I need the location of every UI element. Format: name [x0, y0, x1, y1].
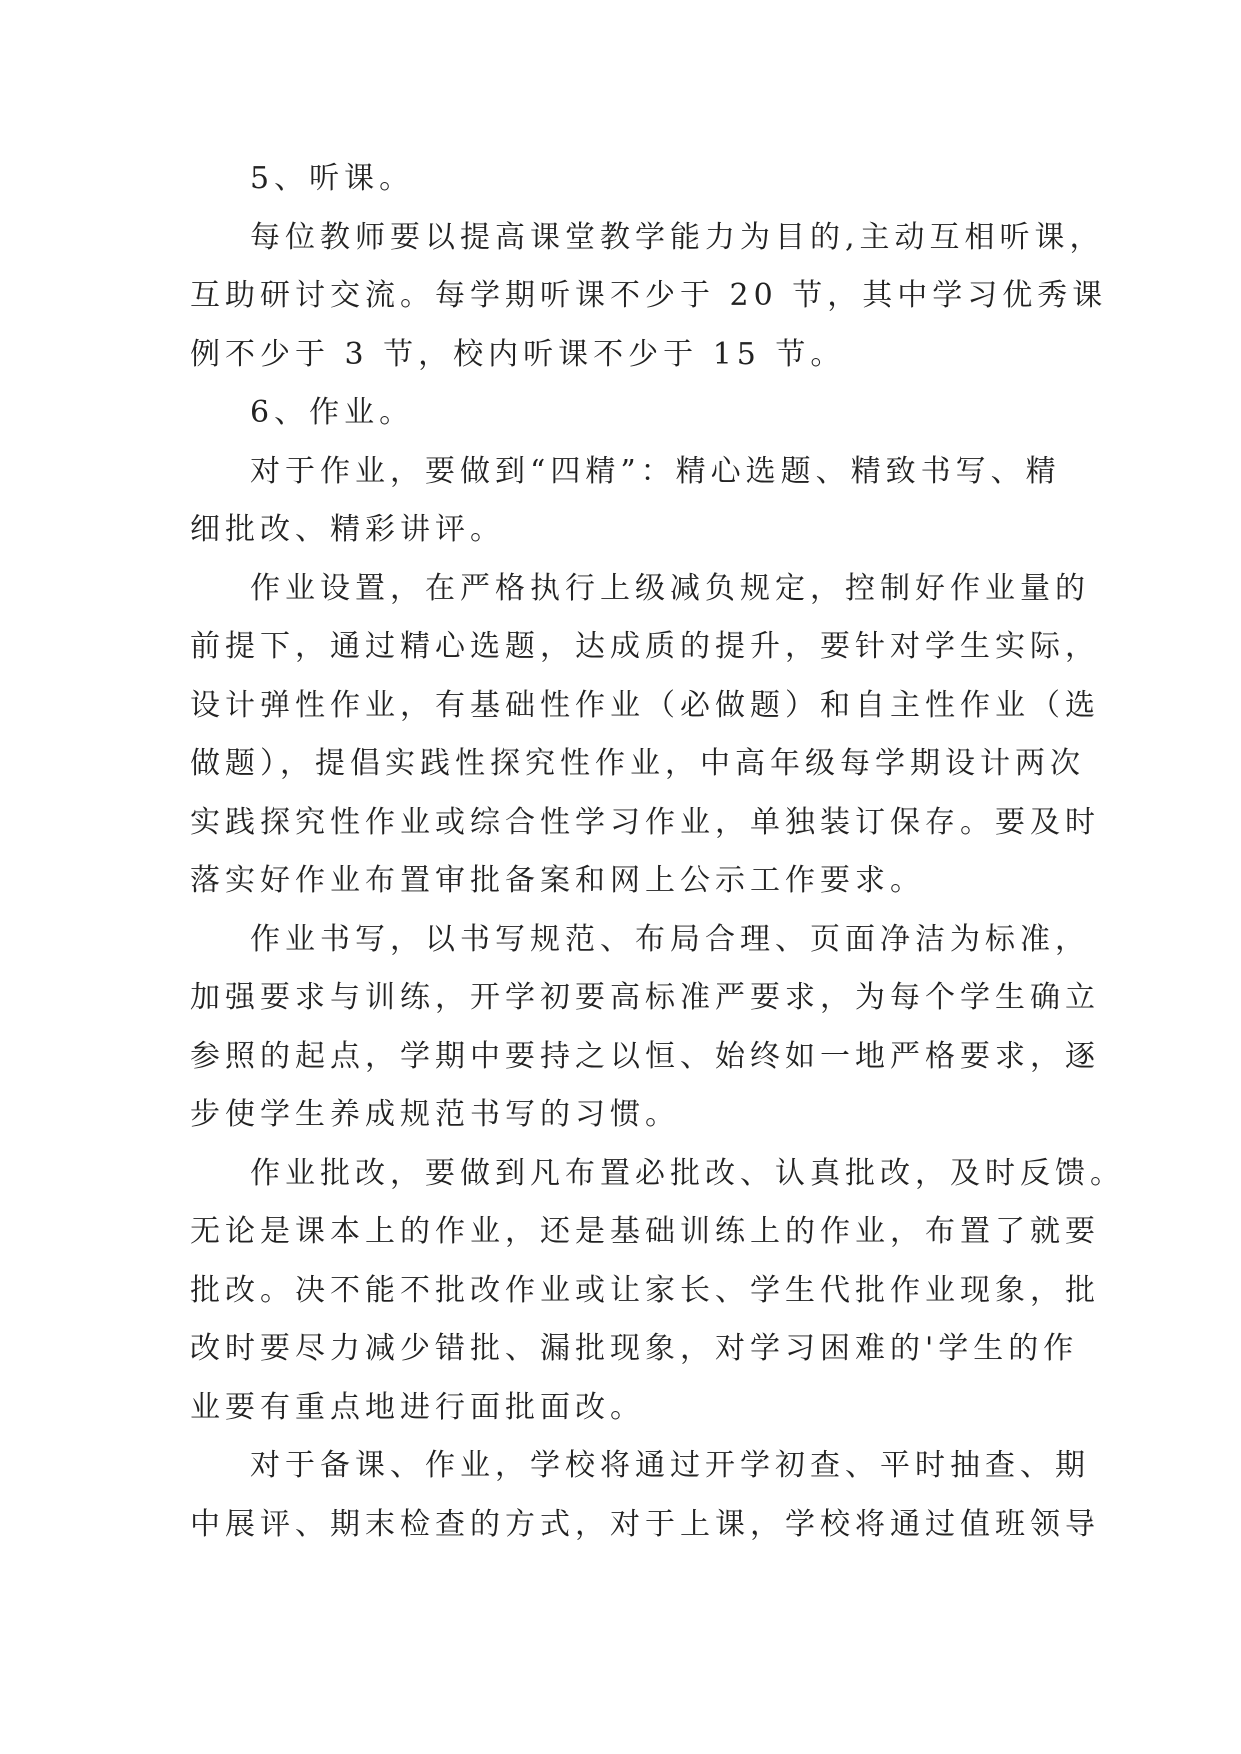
paragraph-line: 实践探究性作业或综合性学习作业，单独装订保存。要及时	[190, 804, 1100, 840]
heading-homework: 6、作业。	[250, 395, 415, 430]
heading-listening: 5、听课。	[250, 161, 415, 196]
paragraph-line: 无论是课本上的作业，还是基础训练上的作业，布置了就要	[190, 1214, 1100, 1249]
paragraph-line: 例不少于 3 节，校内听课不少于 15 节。	[190, 336, 846, 372]
paragraph-line: 作业设置，在严格执行上级减负规定，控制好作业量的	[250, 570, 1090, 606]
paragraph-line: 加强要求与训练，开学初要高标准严要求，为每个学生确立	[190, 980, 1100, 1015]
paragraph-line: 参照的起点，学期中要持之以恒、始终如一地严格要求，逐	[190, 1038, 1100, 1074]
document-body	[190, 150, 1125, 1554]
paragraph-line: 作业批改，要做到凡布置必批改、认真批改，及时反馈。	[250, 1155, 1125, 1191]
paragraph-line: 步使学生养成规范书写的习惯。	[190, 1097, 680, 1132]
paragraph-line: 中展评、期末检查的方式，对于上课，学校将通过值班领导	[190, 1506, 1100, 1542]
paragraph-line: 细批改、精彩讲评。	[190, 512, 505, 547]
paragraph-line: 落实好作业布置审批备案和网上公示工作要求。	[190, 863, 925, 898]
paragraph-line: 做题），提倡实践性探究性作业，中高年级每学期设计两次	[190, 746, 1085, 781]
paragraph-line: 设计弹性作业，有基础性作业（必做题）和自主性作业（选	[190, 687, 1100, 723]
paragraph-line: 改时要尽力减少错批、漏批现象，对学习困难的'学生的作	[190, 1331, 1079, 1366]
paragraph-line: 每位教师要以提高课堂教学能力为目的,主动互相听课，	[250, 219, 1105, 255]
paragraph-line: 批改。决不能不批改作业或让家长、学生代批作业现象，批	[190, 1272, 1100, 1308]
paragraph-line: 对于作业，要做到“四精”：精心选题、精致书写、精	[250, 453, 1061, 489]
paragraph-line: 作业书写，以书写规范、布局合理、页面净洁为标准，	[250, 921, 1090, 957]
paragraph-line: 对于备课、作业，学校将通过开学初查、平时抽查、期	[250, 1448, 1090, 1483]
paragraph-line: 前提下，通过精心选题，达成质的提升，要针对学生实际，	[190, 629, 1100, 664]
paragraph-line: 业要有重点地进行面批面改。	[190, 1389, 645, 1425]
paragraph-line: 互助研讨交流。每学期听课不少于 20 节，其中学习优秀课	[190, 278, 1108, 313]
